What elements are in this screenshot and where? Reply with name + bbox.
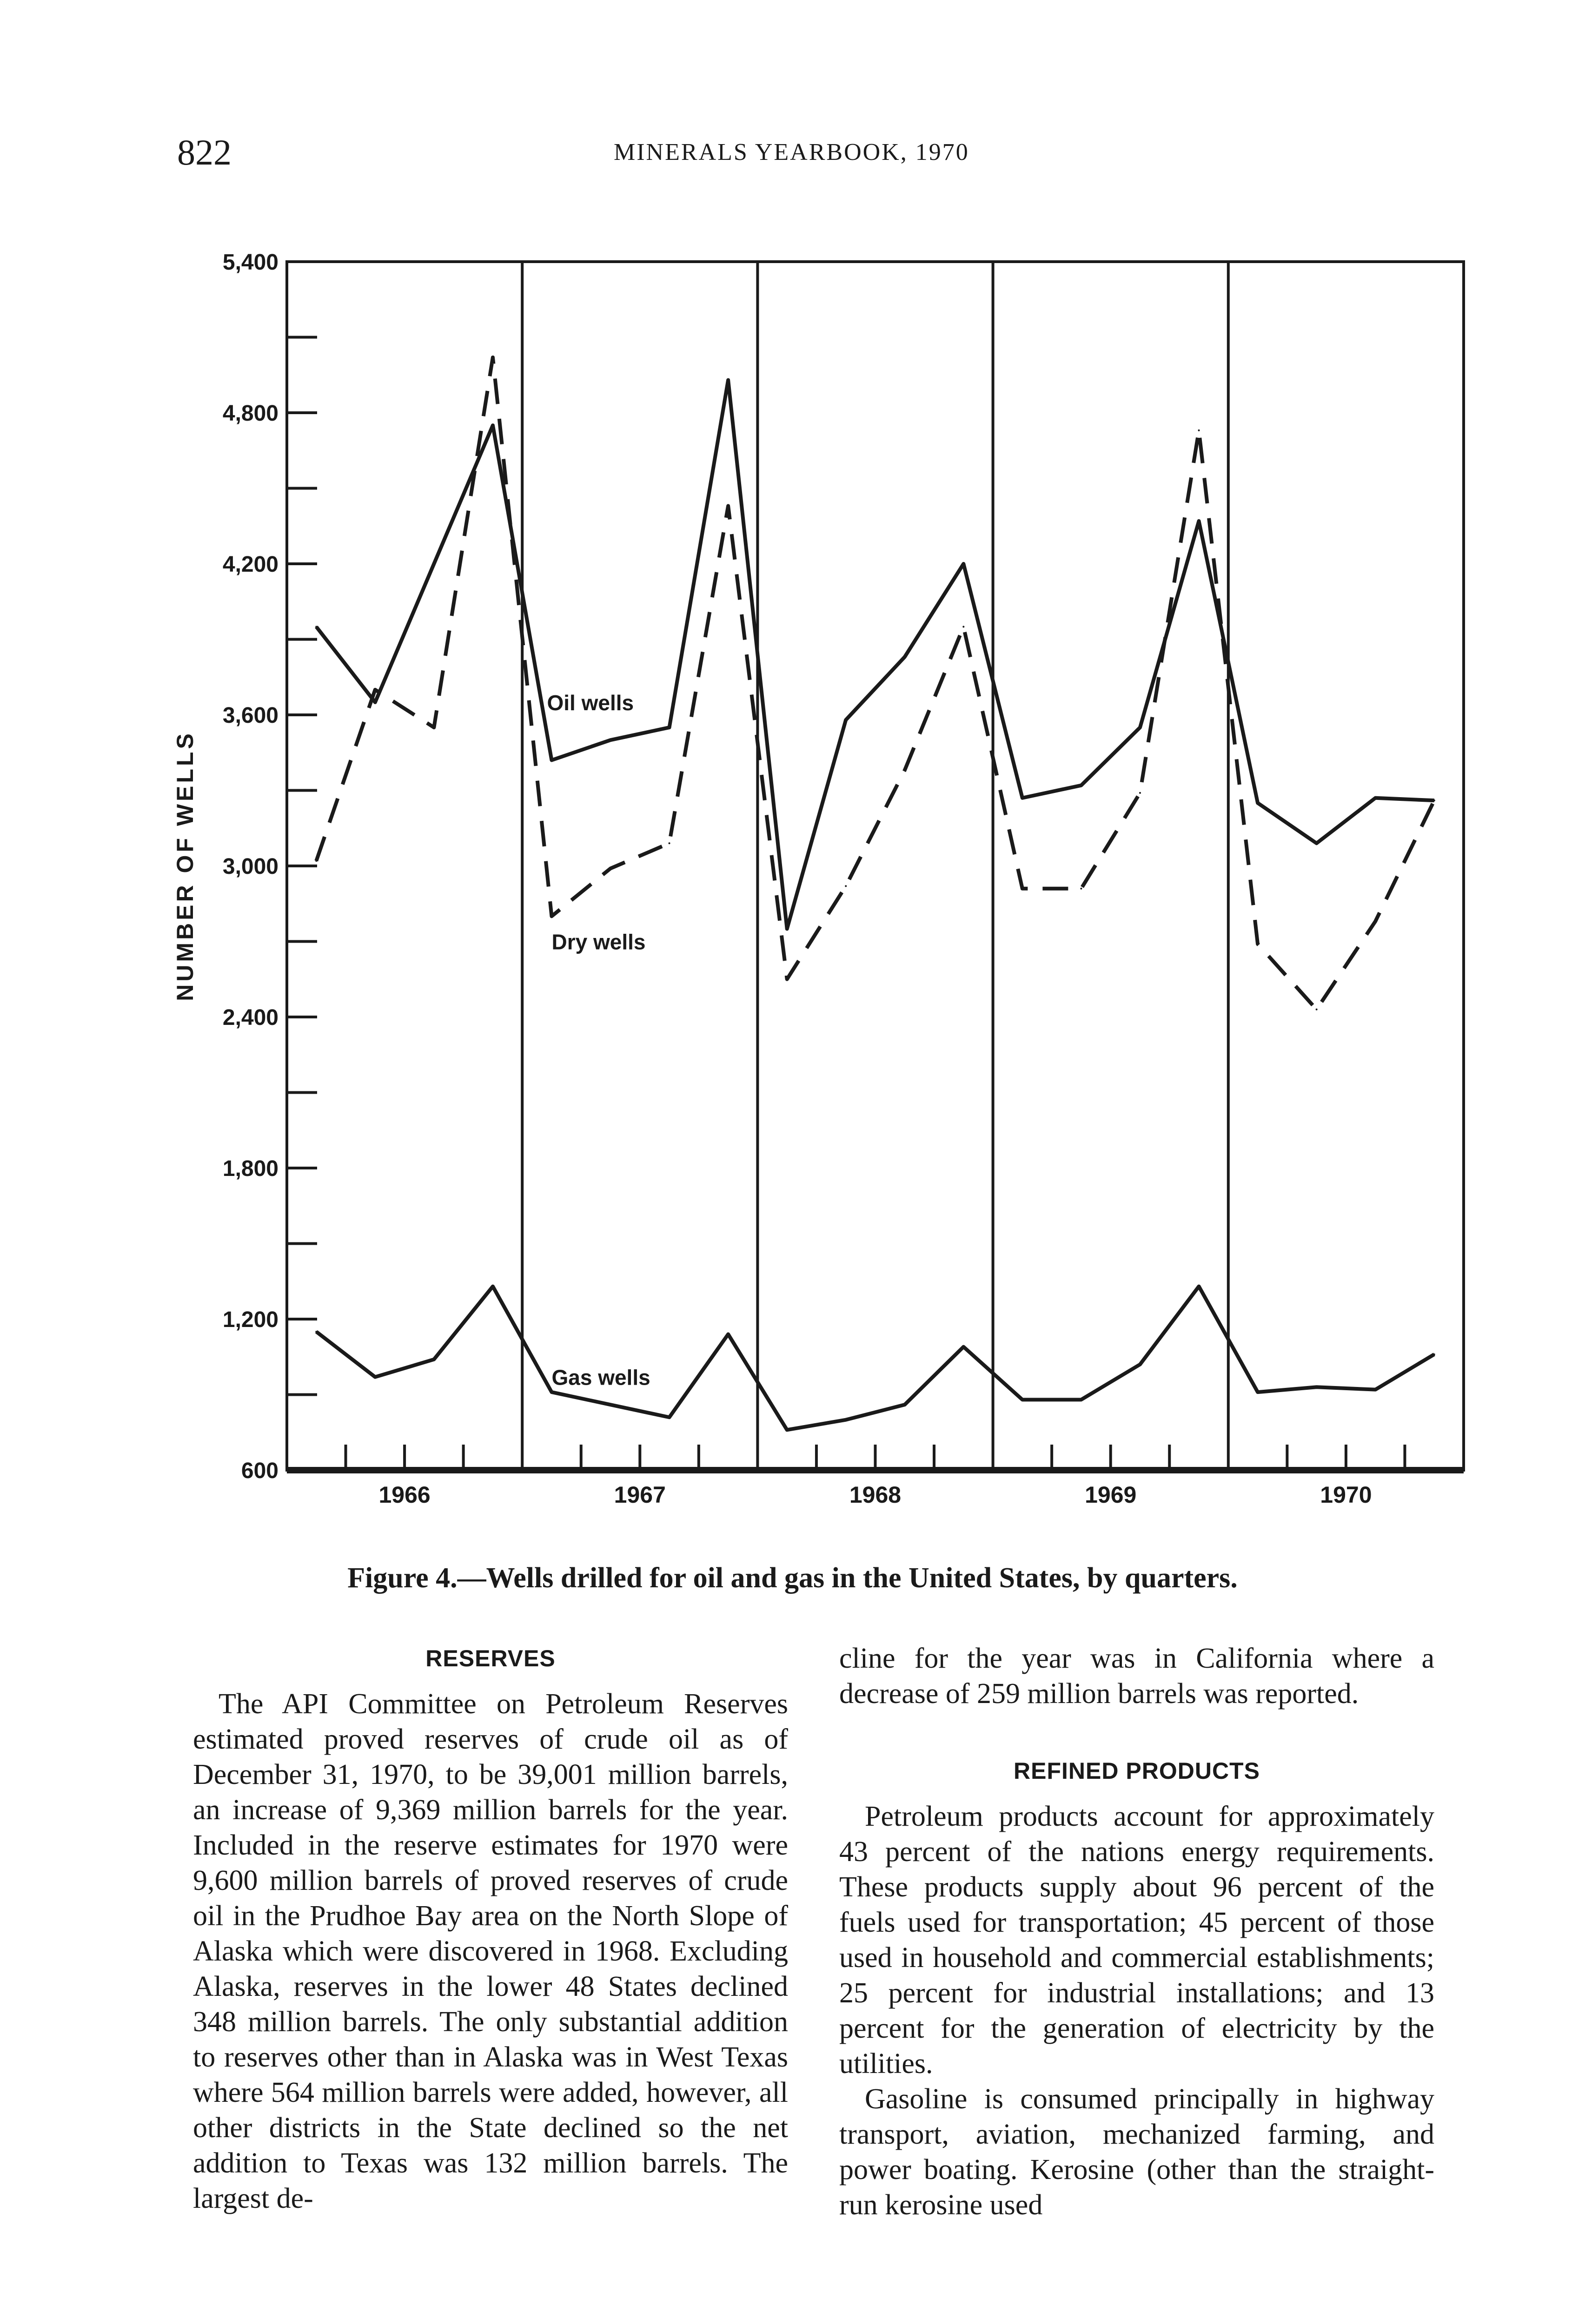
gas-wells-point [1433, 1353, 1435, 1355]
x-tick-label: 1967 [614, 1482, 666, 1508]
y-axis-label: NUMBER OF WELLS [172, 731, 198, 1001]
dry-wells-point [845, 885, 847, 887]
gas-wells-point [845, 1419, 847, 1421]
oil-wells-point [1139, 726, 1141, 728]
gas-wells-point [669, 1416, 670, 1418]
oil-wells-point [374, 701, 376, 703]
dry-wells-point [1080, 888, 1082, 890]
gas-wells-point [1021, 1399, 1023, 1400]
gas-wells-point [550, 1391, 552, 1393]
dry-wells-point [962, 626, 964, 627]
y-tick-label: 4,200 [222, 552, 279, 577]
y-tick-label: 1,200 [222, 1307, 279, 1332]
oil-wells-annotation: Oil wells [547, 691, 634, 715]
right-column [839, 1641, 1434, 2223]
reserves-heading: RESERVES [425, 1645, 556, 1671]
dry-wells-point [492, 357, 494, 358]
oil-wells-point [786, 928, 788, 930]
y-tick-label: 600 [241, 1459, 279, 1483]
gas-wells-point [727, 1334, 729, 1335]
dry-wells-point [786, 978, 788, 980]
dry-wells-point [315, 860, 317, 862]
oil-wells-point [1316, 842, 1318, 844]
gas-wells-line [316, 1287, 1434, 1430]
dry-wells-point [610, 867, 611, 869]
gas-wells-annotation: Gas wells [551, 1365, 650, 1390]
gas-wells-point [1257, 1391, 1259, 1393]
gas-wells-point [962, 1346, 964, 1348]
dry-wells-point [374, 689, 376, 691]
gas-wells-point [433, 1359, 435, 1360]
y-tick-label: 3,000 [222, 854, 279, 879]
dry-wells-point [1198, 429, 1200, 431]
oil-wells-point [492, 424, 494, 426]
y-tick-label: 3,600 [222, 703, 279, 728]
dry-wells-point [727, 505, 729, 507]
oil-wells-point [315, 626, 317, 627]
oil-wells-point [433, 563, 435, 565]
oil-wells-point [550, 759, 552, 761]
gas-wells-point [1316, 1386, 1318, 1388]
oil-wells-point [727, 379, 729, 381]
gas-wells-point [1374, 1389, 1376, 1391]
figure-caption: Figure 4.—Wells drilled for oil and gas in the United States, by quarters. [347, 1562, 1238, 1594]
dry-wells-point [550, 915, 552, 917]
page-number: 822 [177, 132, 232, 172]
gas-wells-point [610, 1404, 611, 1406]
refined-products-heading: REFINED PRODUCTS [1014, 1758, 1260, 1784]
dry-wells-point [904, 769, 906, 771]
dry-wells-point [1257, 943, 1259, 945]
oil-wells-point [669, 726, 670, 728]
gas-wells-point [374, 1376, 376, 1378]
left-column [193, 1641, 788, 2216]
plot-frame [287, 262, 1464, 1470]
dry-wells-point [1139, 792, 1141, 794]
dry-wells-point [1316, 1009, 1318, 1010]
gas-wells-point [492, 1286, 494, 1287]
oil-wells-point [1080, 785, 1082, 786]
gas-wells-point [1080, 1399, 1082, 1400]
oil-wells-point [1198, 520, 1200, 522]
y-tick-label: 2,400 [222, 1005, 279, 1030]
running-title: MINERALS YEARBOOK, 1970 [614, 139, 969, 165]
dry-wells-point [1374, 920, 1376, 922]
dry-wells-point [669, 842, 670, 844]
dry-wells-point [1021, 888, 1023, 890]
gas-wells-point [1198, 1286, 1200, 1287]
y-tick-label: 1,800 [222, 1156, 279, 1181]
refined-products-paragraph-1: Petroleum products account for approximately 43 percent of the nations energy requirements. These products supply about 96 percent of the fuels used for transportation; 45 percent of those used in household and commercial establishments; 25 percent for industrial installations; and 13 percent for the generation of electricity by the utilities. [839, 1801, 1434, 2080]
dry-wells-point [1433, 799, 1435, 801]
oil-wells-point [610, 739, 611, 741]
gas-wells-point [786, 1429, 788, 1431]
oil-wells-point [1374, 797, 1376, 799]
dry-wells-annotation: Dry wells [551, 930, 646, 954]
oil-wells-point [904, 656, 906, 658]
x-tick-label: 1966 [378, 1482, 431, 1508]
oil-wells-point [962, 563, 964, 565]
gas-wells-point [315, 1331, 317, 1333]
oil-wells-point [845, 719, 847, 721]
oil-wells-point [1257, 802, 1259, 804]
oil-wells-line [316, 380, 1434, 929]
refined-products-paragraph-2: Gasoline is consumed principally in highway transport, aviation, mechanized farming, and power boating. Kerosine (other than the straight-run kerosine used [839, 2083, 1434, 2221]
reserves-paragraph: The API Committee on Petroleum Reserves estimated proved reserves of crude oil as of December 31, 1970, to be 39,001 million barrels, an increase of 9,369 million barrels for the year. Included in the reserve estimates for 1970 were 9,600 million barrels of proved reserves of crude oil in the Prudhoe Bay area on the North Slope of Alaska which were discovered in 1968. Excluding Alaska, reserves in the lower 48 States declined 348 million barrels. The only substantial addition to reserves other than in Alaska was in West Texas where 564 million barrels were added, however, all other districts in the State declined so the net addition to Texas was 132 million barrels. The largest de- [193, 1688, 788, 2214]
x-tick-label: 1970 [1320, 1482, 1372, 1508]
y-tick-label: 5,400 [222, 250, 279, 275]
y-tick-label: 4,800 [222, 401, 279, 426]
reserves-continuation: cline for the year was in California where a decrease of 259 million barrels was reported. [839, 1643, 1434, 1710]
dry-wells-line [316, 357, 1434, 1010]
x-tick-label: 1968 [849, 1482, 902, 1508]
gas-wells-point [904, 1404, 906, 1406]
oil-wells-point [1021, 797, 1023, 799]
dry-wells-point [433, 726, 435, 728]
gas-wells-point [1139, 1364, 1141, 1366]
x-tick-label: 1969 [1085, 1482, 1137, 1508]
